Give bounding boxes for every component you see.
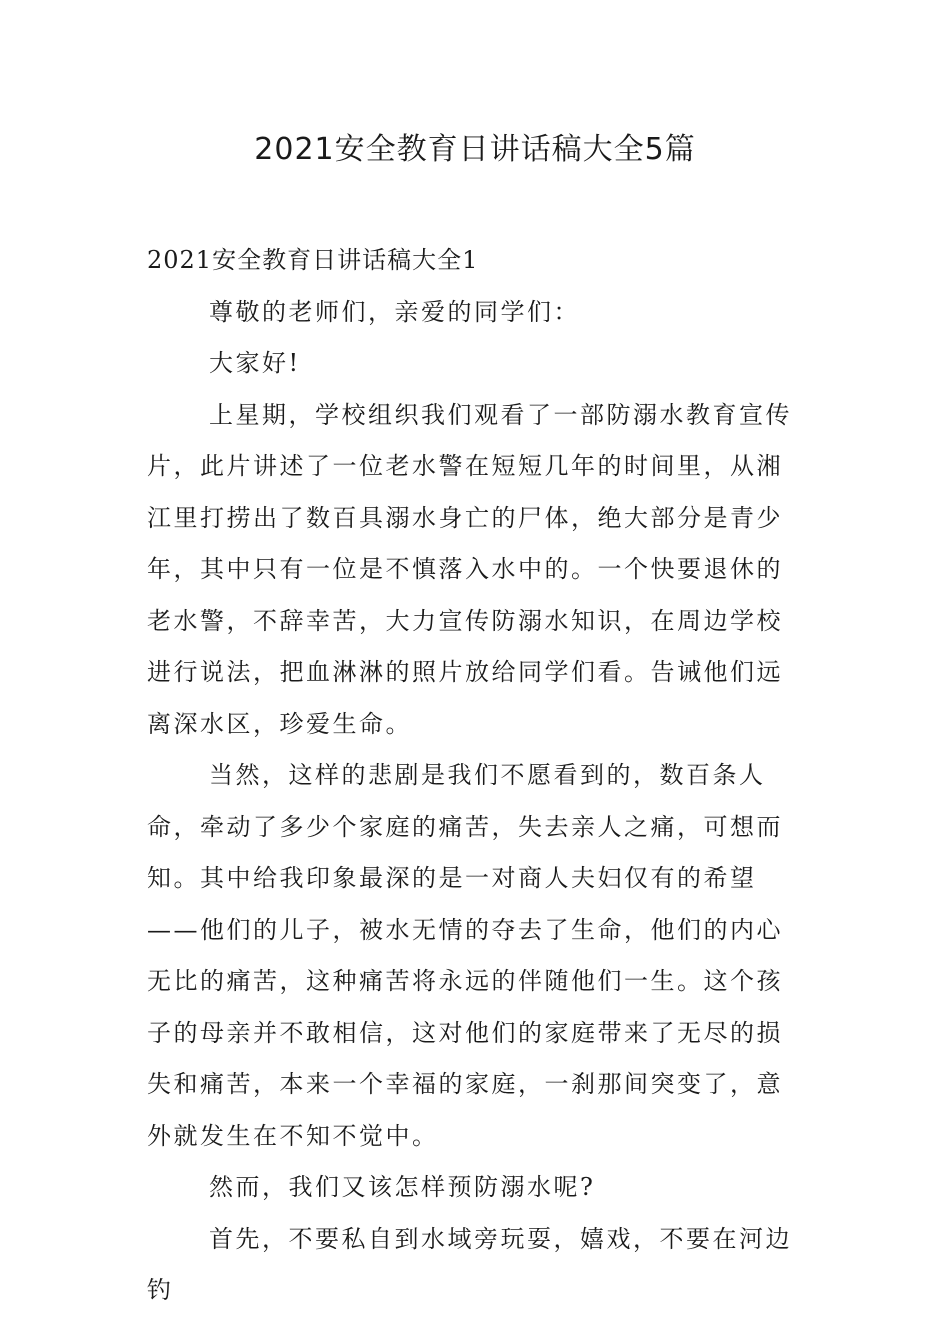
section-heading: 2021安全教育日讲话稿大全1 xyxy=(147,246,479,274)
body-paragraph: 上星期，学校组织我们观看了一部防溺水教育宣传片，此片讲述了一位老水警在短短几年的时间里，从湘江里打捞出了数百具溺水身亡的尸体，绝大部分是青少年，其中只有一位是不慎落入水中的。一个快要退休的老水警，不辞幸苦，大力宣传防溺水知识，在周边学校进行说法，把血淋淋的照片放给同学们看。告诫他们远离深水区，珍爱生命。 xyxy=(147,400,792,738)
greeting-paragraph: 大家好! xyxy=(209,349,301,377)
body-paragraph: 然而，我们又该怎样预防溺水呢? xyxy=(209,1173,596,1201)
body-paragraph: 首先，不要私自到水域旁玩耍，嬉戏，不要在河边钓 xyxy=(147,1224,792,1304)
body-paragraph: 当然，这样的悲剧是我们不愿看到的，数百条人命，牵动了多少个家庭的痛苦，失去亲人之痛，可想而知。其中给我印象最深的是一对商人夫妇仅有的希望——他们的儿子，被水无情的夺去了生命，他们的内心无比的痛苦，这种痛苦将永远的伴随他们一生。这个孩子的母亲并不敢相信，这对他们的家庭带来了无尽的损失和痛苦，本来一个幸福的家庭，一刹那间突变了，意外就发生在不知不觉中。 xyxy=(147,761,783,1150)
document-title: 2021安全教育日讲话稿大全5篇 xyxy=(254,132,696,167)
document-body xyxy=(147,235,807,1317)
salutation-paragraph: 尊敬的老师们，亲爱的同学们： xyxy=(209,297,580,326)
